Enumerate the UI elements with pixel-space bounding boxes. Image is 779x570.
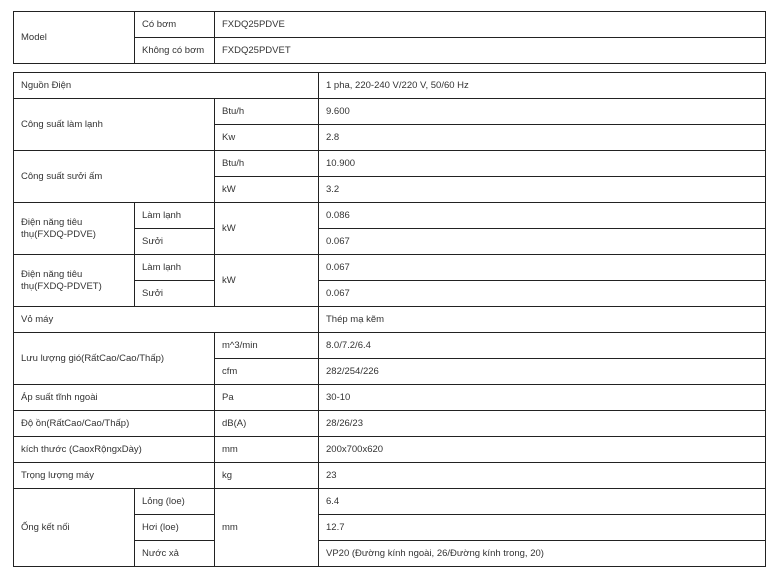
consumption-pdve-label: Điện năng tiêu thụ(FXDQ-PDVE) — [14, 203, 135, 255]
table-row — [14, 463, 766, 489]
cooling-capacity-value-kw: 2.8 — [319, 125, 766, 151]
airflow-value-cfm: 282/254/226 — [319, 359, 766, 385]
noise-unit: dB(A) — [215, 411, 319, 437]
dimensions-value: 200x700x620 — [319, 437, 766, 463]
consumption-pdvet-unit: kW — [215, 255, 319, 307]
airflow-unit-cfm: cfm — [215, 359, 319, 385]
model-without-pump-value: FXDQ25PDVET — [215, 38, 766, 64]
piping-unit: mm — [215, 489, 319, 567]
piping-drain-label: Nước xả — [135, 541, 215, 567]
spec-table — [13, 11, 766, 567]
row-gap — [14, 64, 766, 73]
weight-unit: kg — [215, 463, 319, 489]
table-row — [14, 489, 766, 515]
consumption-pdvet-cooling-label: Làm lạnh — [135, 255, 215, 281]
table-row — [14, 73, 766, 99]
table-row — [14, 307, 766, 333]
consumption-pdve-cooling-value: 0.086 — [319, 203, 766, 229]
consumption-pdve-heating-value: 0.067 — [319, 229, 766, 255]
table-row — [14, 385, 766, 411]
casing-value: Thép mạ kẽm — [319, 307, 766, 333]
piping-label: Ống kết nối — [14, 489, 135, 567]
consumption-pdvet-cooling-value: 0.067 — [319, 255, 766, 281]
consumption-pdve-heating-label: Sưởi — [135, 229, 215, 255]
heating-capacity-unit-kw: kW — [215, 177, 319, 203]
heating-capacity-value-btuh: 10.900 — [319, 151, 766, 177]
static-pressure-value: 30-10 — [319, 385, 766, 411]
consumption-pdve-unit: kW — [215, 203, 319, 255]
static-pressure-label: Áp suất tĩnh ngoài — [14, 385, 215, 411]
model-with-pump-label: Có bơm — [135, 12, 215, 38]
weight-value: 23 — [319, 463, 766, 489]
heating-capacity-unit-btuh: Btu/h — [215, 151, 319, 177]
table-row — [14, 411, 766, 437]
table-row — [14, 437, 766, 463]
weight-label: Trọng lượng máy — [14, 463, 215, 489]
casing-label: Vỏ máy — [14, 307, 319, 333]
cooling-capacity-unit-kw: Kw — [215, 125, 319, 151]
dimensions-unit: mm — [215, 437, 319, 463]
piping-drain-value: VP20 (Đường kính ngoài, 26/Đường kính trong, 20) — [319, 541, 766, 567]
model-with-pump-value: FXDQ25PDVE — [215, 12, 766, 38]
heating-capacity-value-kw: 3.2 — [319, 177, 766, 203]
static-pressure-unit: Pa — [215, 385, 319, 411]
table-row — [14, 12, 766, 38]
cooling-capacity-label: Công suất làm lạnh — [14, 99, 215, 151]
piping-liquid-value: 6.4 — [319, 489, 766, 515]
table-row — [14, 203, 766, 229]
table-row — [14, 99, 766, 125]
airflow-unit-m3min: m^3/min — [215, 333, 319, 359]
airflow-label: Lưu lượng gió(RấtCao/Cao/Thấp) — [14, 333, 215, 385]
dimensions-label: kích thước (CaoxRộngxDày) — [14, 437, 215, 463]
table-row — [14, 333, 766, 359]
model-label: Model — [14, 12, 135, 64]
model-without-pump-label: Không có bơm — [135, 38, 215, 64]
power-value: 1 pha, 220-240 V/220 V, 50/60 Hz — [319, 73, 766, 99]
consumption-pdvet-label: Điện năng tiêu thụ(FXDQ-PDVET) — [14, 255, 135, 307]
table-row — [14, 255, 766, 281]
piping-gas-value: 12.7 — [319, 515, 766, 541]
consumption-pdvet-heating-value: 0.067 — [319, 281, 766, 307]
noise-value: 28/26/23 — [319, 411, 766, 437]
piping-liquid-label: Lỏng (loe) — [135, 489, 215, 515]
power-label: Nguồn Điện — [14, 73, 319, 99]
piping-gas-label: Hơi (loe) — [135, 515, 215, 541]
table-row — [14, 151, 766, 177]
noise-label: Độ ồn(RấtCao/Cao/Thấp) — [14, 411, 215, 437]
heating-capacity-label: Công suất sưởi ấm — [14, 151, 215, 203]
consumption-pdvet-heating-label: Sưởi — [135, 281, 215, 307]
cooling-capacity-unit-btuh: Btu/h — [215, 99, 319, 125]
cooling-capacity-value-btuh: 9.600 — [319, 99, 766, 125]
consumption-pdve-cooling-label: Làm lạnh — [135, 203, 215, 229]
airflow-value-m3min: 8.0/7.2/6.4 — [319, 333, 766, 359]
